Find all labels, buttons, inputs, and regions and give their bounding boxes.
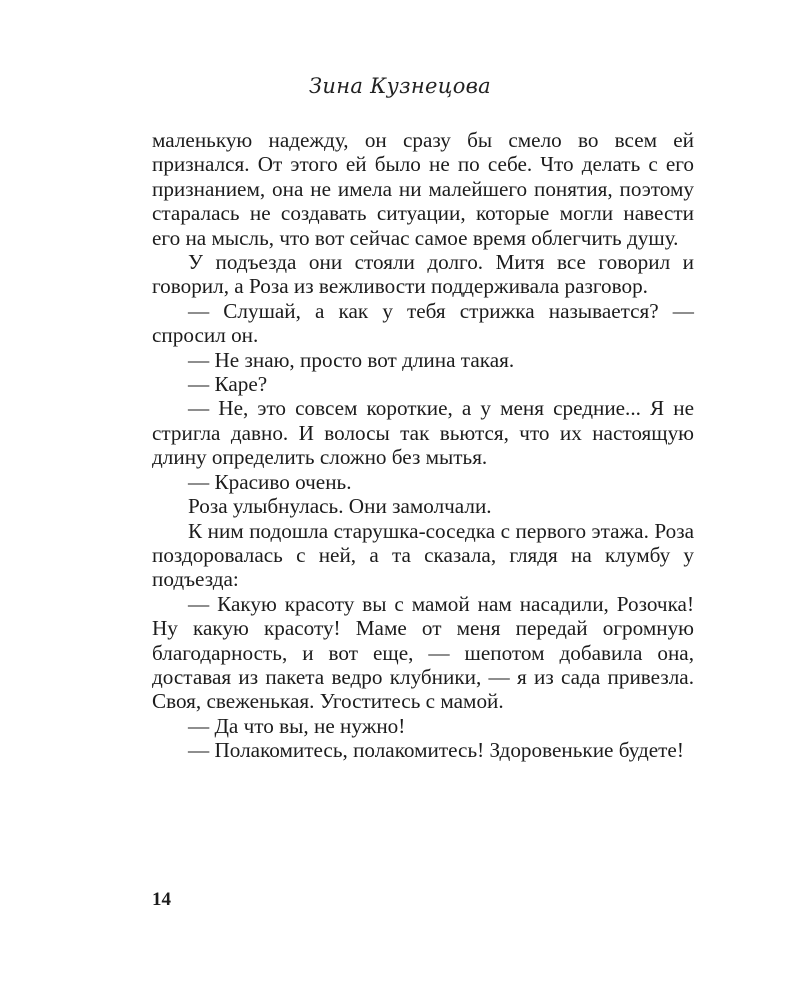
dialogue-line: — Слушай, а как у тебя стрижка называется? — спросил он.	[152, 298, 694, 348]
dialogue-line: — Не, это совсем короткие, а у меня средние... Я не стригла давно. И волосы так вьются, что их настоящую длину определить сложно без мытья.	[152, 396, 694, 470]
running-head-author: Зина Кузнецова	[308, 74, 492, 98]
paragraph: маленькую надежду, он сразу бы смело во всем ей признался. От этого ей было не по себе. Что делать с его признанием, она не имела ни малейшего понятия, поэтому старалась не создавать ситуации, которые могли навести его на мысль, что вот сейчас самое время облегчить душу.	[152, 128, 694, 250]
dialogue-line: — Да что вы, не нужно!	[188, 713, 406, 738]
dialogue-line: — Красиво очень.	[188, 469, 352, 494]
paragraph: У подъезда они стояли долго. Митя все говорил и говорил, а Роза из вежливости поддерживала разговор.	[152, 250, 694, 299]
dialogue-line: — Какую красоту вы с мамой нам насадили, Розочка! Ну какую красоту! Маме от меня передай огромную благодарность, и вот еще, — шепотом добавила она, доставая из пакета ведро клубники, — я из сада привезла. Своя, свеженькая. Угоститесь с мамой.	[152, 591, 694, 714]
paragraph: Роза улыбнулась. Они замолчали.	[188, 494, 492, 519]
dialogue-line: — Каре?	[188, 372, 268, 397]
page-number: 14	[152, 889, 171, 910]
body-text	[152, 128, 694, 763]
paragraph: К ним подошла старушка-соседка с первого этажа. Роза поздоровалась с ней, а та сказала, глядя на клумбу у подъезда:	[152, 518, 694, 592]
dialogue-line: — Не знаю, просто вот длина такая.	[188, 347, 515, 372]
dialogue-line: — Полакомитесь, полакомитесь! Здоровенькие будете!	[188, 738, 684, 763]
